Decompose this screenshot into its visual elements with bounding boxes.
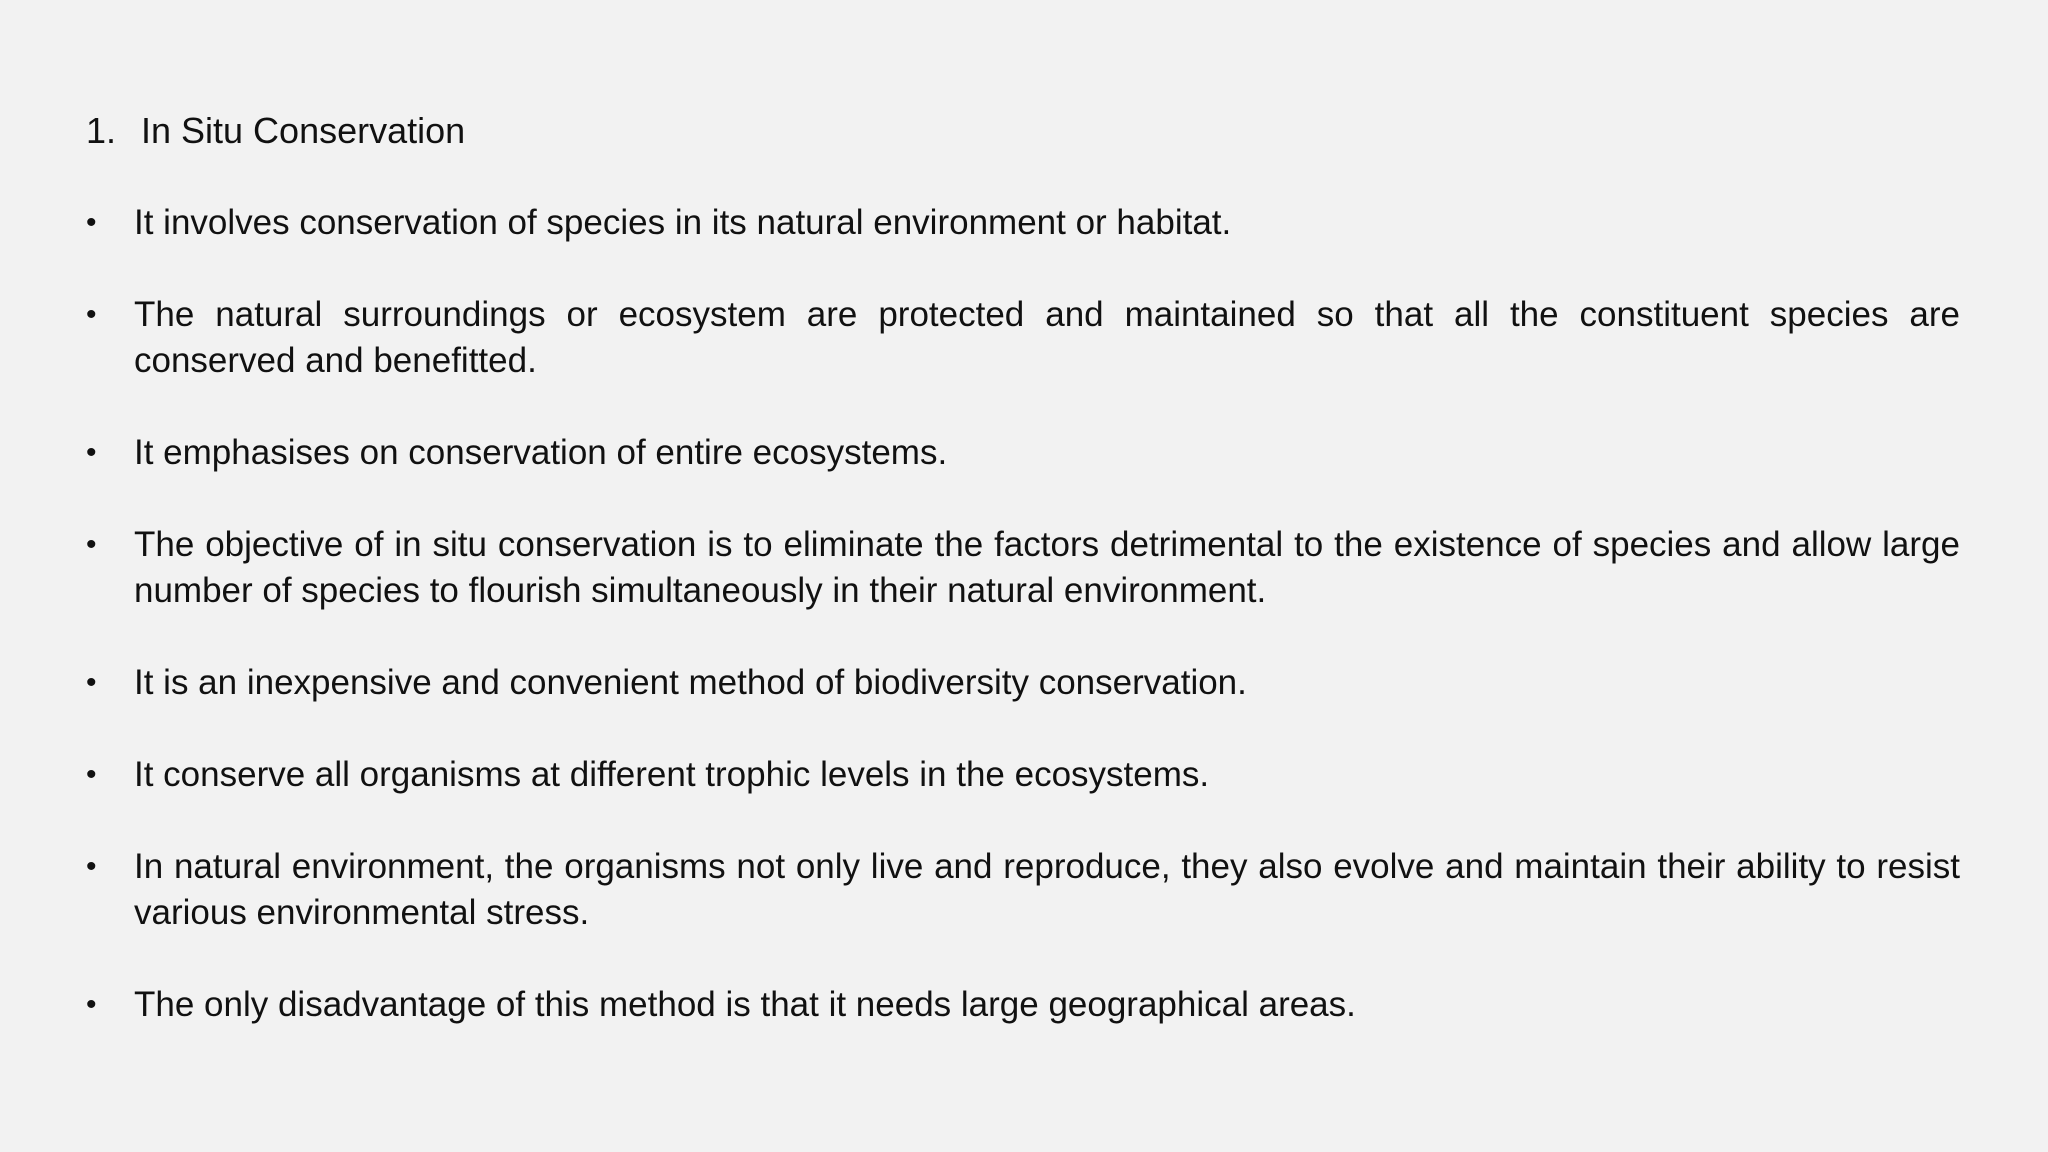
bullet-item — [86, 200, 1960, 246]
bullet-dot-icon: • — [86, 850, 97, 883]
section-number: 1. — [86, 110, 117, 151]
bullet-dot-icon: • — [86, 436, 97, 469]
bullet-text: In natural environment, the organisms not only live and reproduce, they also evolve and maintain their ability to resist various environmental stress. — [134, 847, 1960, 932]
bullet-text: The natural surroundings or ecosystem are protected and maintained so that all the constituent species are conserved and benefitted. — [134, 295, 1960, 380]
bullet-text: It is an inexpensive and convenient method of biodiversity conservation. — [134, 663, 1247, 702]
bullet-item — [86, 982, 1960, 1028]
bullet-dot-icon: • — [86, 758, 97, 791]
bullet-text: It involves conservation of species in its natural environment or habitat. — [134, 203, 1232, 242]
bullet-dot-icon: • — [86, 988, 97, 1021]
bullet-item — [86, 430, 1960, 476]
bullet-dot-icon: • — [86, 528, 97, 561]
bullet-text: The objective of in situ conservation is to eliminate the factors detrimental to the existence of species and allow large number of species to flourish simultaneously in their natural environment. — [134, 525, 1960, 610]
bullet-dot-icon: • — [86, 206, 97, 239]
bullet-dot-icon: • — [86, 298, 97, 331]
bullet-item — [86, 292, 1960, 384]
bullet-list — [86, 200, 1960, 1028]
bullet-item — [86, 660, 1960, 706]
section-title: In Situ Conservation — [141, 110, 466, 151]
section-heading — [86, 108, 465, 154]
bullet-item — [86, 844, 1960, 936]
bullet-dot-icon: • — [86, 666, 97, 699]
bullet-item — [86, 752, 1960, 798]
bullet-item — [86, 522, 1960, 614]
bullet-text: The only disadvantage of this method is that it needs large geographical areas. — [134, 985, 1356, 1024]
bullet-text: It emphasises on conservation of entire ecosystems. — [134, 433, 948, 472]
bullet-text: It conserve all organisms at different trophic levels in the ecosystems. — [134, 755, 1210, 794]
